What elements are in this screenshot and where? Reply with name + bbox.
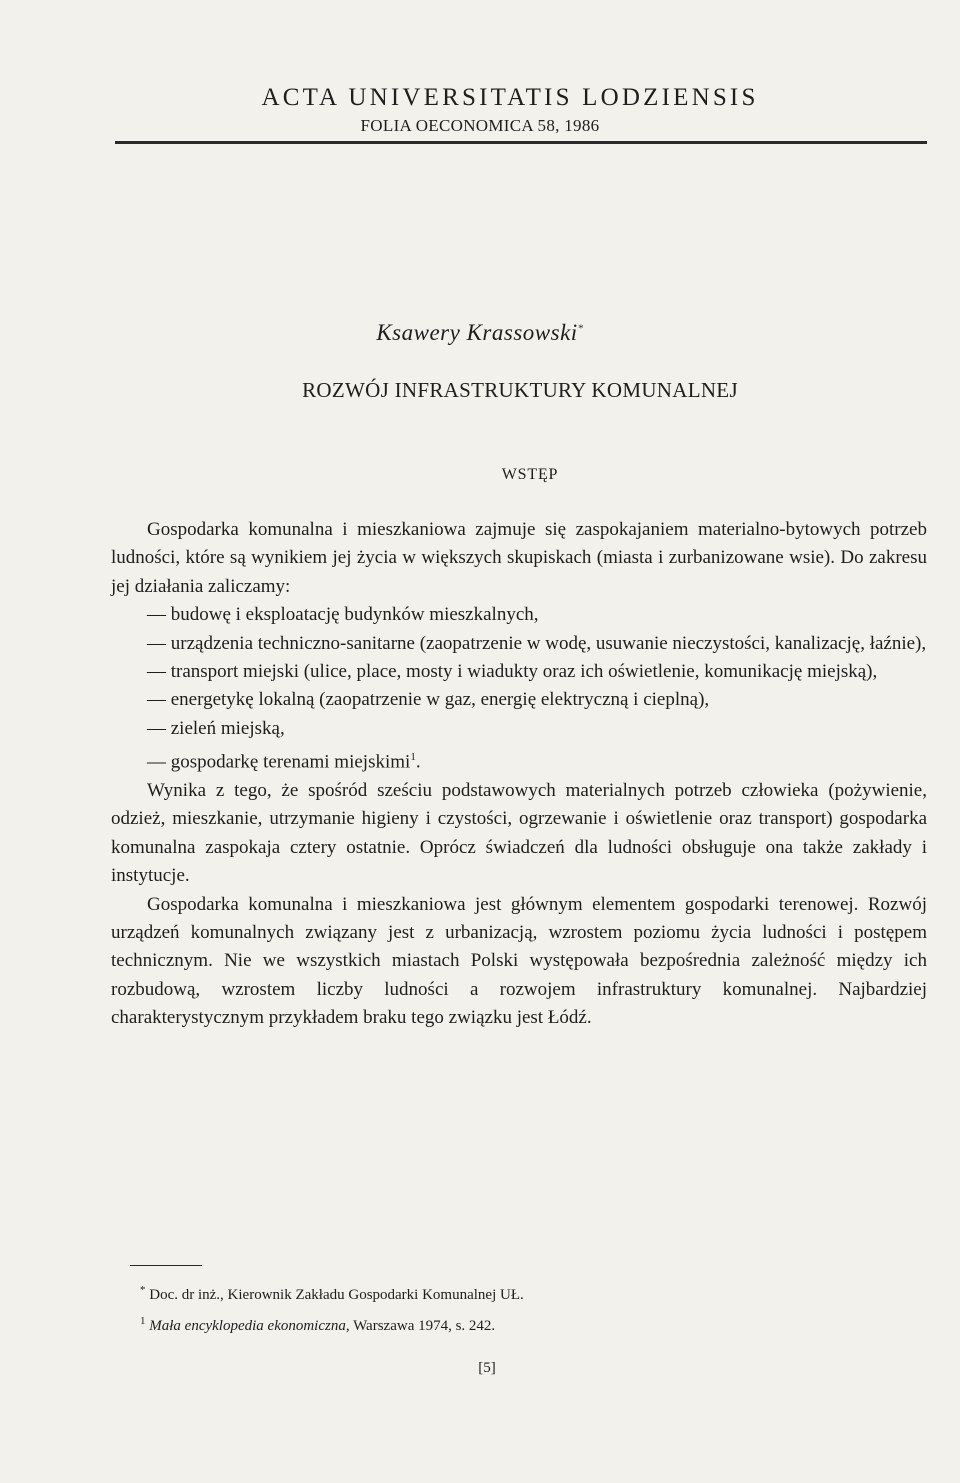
article-body xyxy=(111,516,927,1033)
footnote-ref-1: 1 xyxy=(410,751,416,764)
author-name xyxy=(0,320,960,346)
footnote-mark: * xyxy=(140,1284,146,1296)
paragraph-2: Wynika z tego, że spośród sześciu podstawowych materialnych potrzeb człowieka (pożywienie, odzież, mieszkanie, utrzymanie higieny i czystości, ogrzewanie i oświetlenie oraz transport) gospodarka komunalna zaspokaja cztery ostatnie. Oprócz świadczeń dla ludności obsługuje ona także zakłady i instytucje. xyxy=(111,779,927,887)
list-item: — transport miejski (ulice, place, mosty i wiadukty oraz ich oświetlenie, komunikację miejską), xyxy=(147,661,878,683)
footnote-italic-title: Mała encyklopedia ekonomiczna, xyxy=(149,1318,350,1334)
list-item: — energetykę lokalną (zaopatrzenie w gaz, energię elektryczną i cieplną), xyxy=(147,689,710,711)
author-footnote-mark: * xyxy=(577,322,584,335)
footnote-mark: 1 xyxy=(140,1315,146,1327)
footnotes xyxy=(140,1277,920,1339)
footnote-text: Warszawa 1974, s. 242. xyxy=(353,1318,496,1334)
list-item-last-text: — gospodarkę terenami miejskimi xyxy=(147,751,411,773)
journal-name: ACTA UNIVERSITATIS LODZIENSIS xyxy=(261,84,759,111)
footnote-rule xyxy=(130,1265,202,1266)
footnote-author xyxy=(140,1277,920,1308)
footnote-1 xyxy=(140,1308,920,1339)
list-item: — zieleń miejską, xyxy=(147,717,285,739)
list-item-last-end: . xyxy=(415,751,421,773)
footnote-text: Doc. dr inż., Kierownik Zakładu Gospodarki Komunalnej UŁ. xyxy=(149,1287,524,1303)
list-item: — urządzenia techniczno-sanitarne (zaopatrzenie w wodę, usuwanie nieczystości, kanalizację, łaźnie), xyxy=(147,632,927,654)
series-info: FOLIA OECONOMICA 58, 1986 xyxy=(360,116,600,135)
paragraph-1: Gospodarka komunalna i mieszkaniowa zajmuje się zaspokajaniem materialno-bytowych potrzeb ludności, które są wynikiem jej życia w większych skupiskach (miasta i zurbanizowane wsie). Do zakresu jej działania zaliczamy: xyxy=(111,519,927,597)
list-item-last xyxy=(111,743,927,777)
page-number: [5] xyxy=(478,1360,496,1376)
article-title: ROZWÓJ INFRASTRUKTURY KOMUNALNEJ xyxy=(302,378,738,402)
paragraph-3: Gospodarka komunalna i mieszkaniowa jest głównym elementem gospodarki terenowej. Rozwój urządzeń komunalnych związany jest z urbanizacją, wzrostem poziomu życia ludności i postępem technicznym. Nie we wszystkich miastach Polski występowała bezpośrednia zależność między ich rozbudową, wzrostem liczby ludności a rozwojem infrastruktury komunalnej. Najbardziej charakterystycznym przykładem braku tego związku jest Łódź. xyxy=(111,893,927,1029)
author-text: Ksawery Krassowski xyxy=(376,320,578,345)
section-heading: WSTĘP xyxy=(501,466,559,483)
header-rule xyxy=(115,141,927,144)
list-item: — budowę i eksploatację budynków mieszkalnych, xyxy=(147,604,539,626)
